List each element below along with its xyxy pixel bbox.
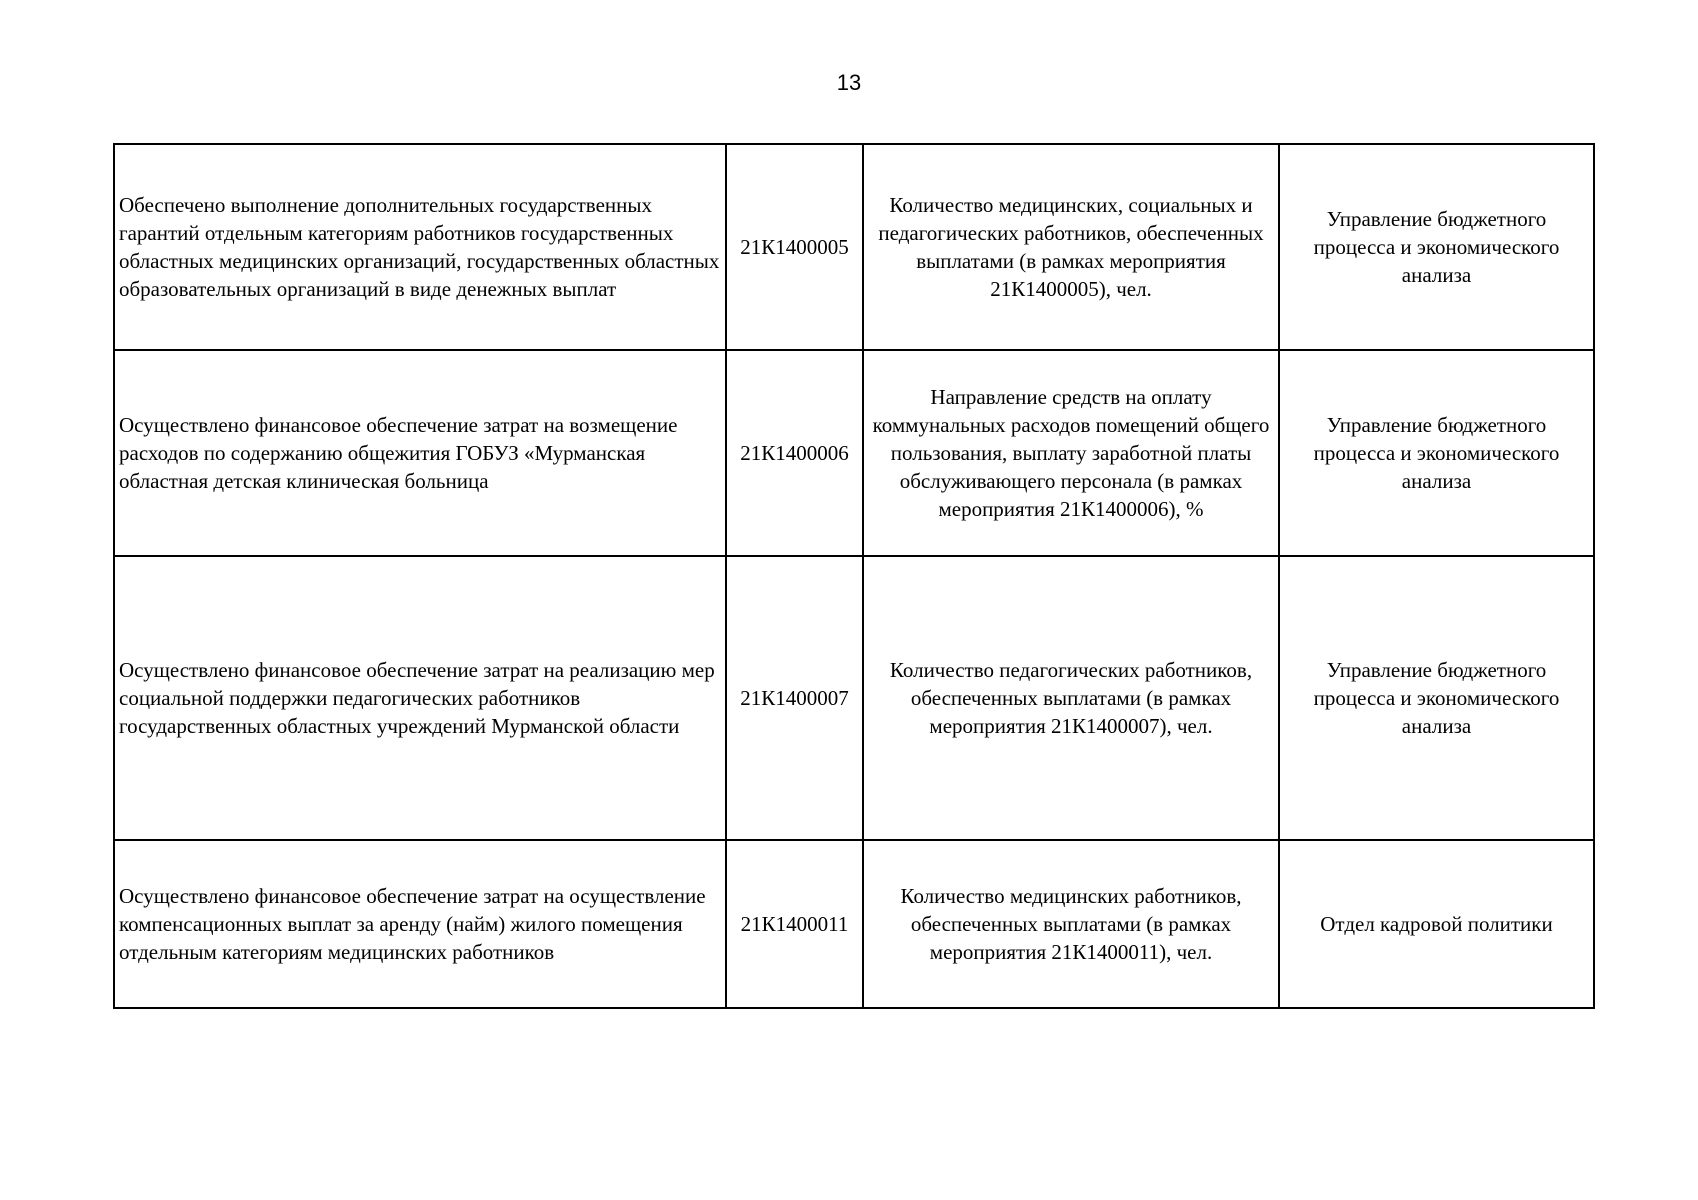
- responsible-cell: Управление бюджетного процесса и экономического анализа: [1279, 556, 1594, 840]
- result-cell: Осуществлено финансовое обеспечение затрат на возмещение расходов по содержанию общежития ГОБУЗ «Мурманская областная детская клиническая больница: [114, 350, 726, 556]
- result-cell: Осуществлено финансовое обеспечение затрат на осуществление компенсационных выплат за аренду (найм) жилого помещения отдельным категориям медицинских работников: [114, 840, 726, 1008]
- result-cell: Обеспечено выполнение дополнительных государственных гарантий отдельным категориям работников государственных областных медицинских организаций, государственных областных образовательных организаций в виде денежных выплат: [114, 144, 726, 350]
- code-cell: 21К1400007: [726, 556, 863, 840]
- result-cell: Осуществлено финансовое обеспечение затрат на реализацию мер социальной поддержки педагогических работников государственных областных учреждений Мурманской области: [114, 556, 726, 840]
- indicator-cell: Количество медицинских, социальных и педагогических работников, обеспеченных выплатами (в рамках мероприятия 21К1400005), чел.: [863, 144, 1279, 350]
- indicator-cell: Количество медицинских работников, обеспеченных выплатами (в рамках мероприятия 21К1400011), чел.: [863, 840, 1279, 1008]
- table-row: [114, 350, 1594, 556]
- table-row: [114, 144, 1594, 350]
- responsible-cell: Отдел кадровой политики: [1279, 840, 1594, 1008]
- page-number: 13: [836, 70, 862, 95]
- table-row: [114, 556, 1594, 840]
- indicator-cell: Направление средств на оплату коммунальных расходов помещений общего пользования, выплату заработной платы обслуживающего персонала (в рамках мероприятия 21К1400006), %: [863, 350, 1279, 556]
- code-cell: 21К1400006: [726, 350, 863, 556]
- indicator-cell: Количество педагогических работников, обеспеченных выплатами (в рамках мероприятия 21К1400007), чел.: [863, 556, 1279, 840]
- measures-table: [113, 143, 1595, 1009]
- responsible-cell: Управление бюджетного процесса и экономического анализа: [1279, 350, 1594, 556]
- code-cell: 21К1400005: [726, 144, 863, 350]
- responsible-cell: Управление бюджетного процесса и экономического анализа: [1279, 144, 1594, 350]
- table-row: [114, 840, 1594, 1008]
- code-cell: 21К1400011: [726, 840, 863, 1008]
